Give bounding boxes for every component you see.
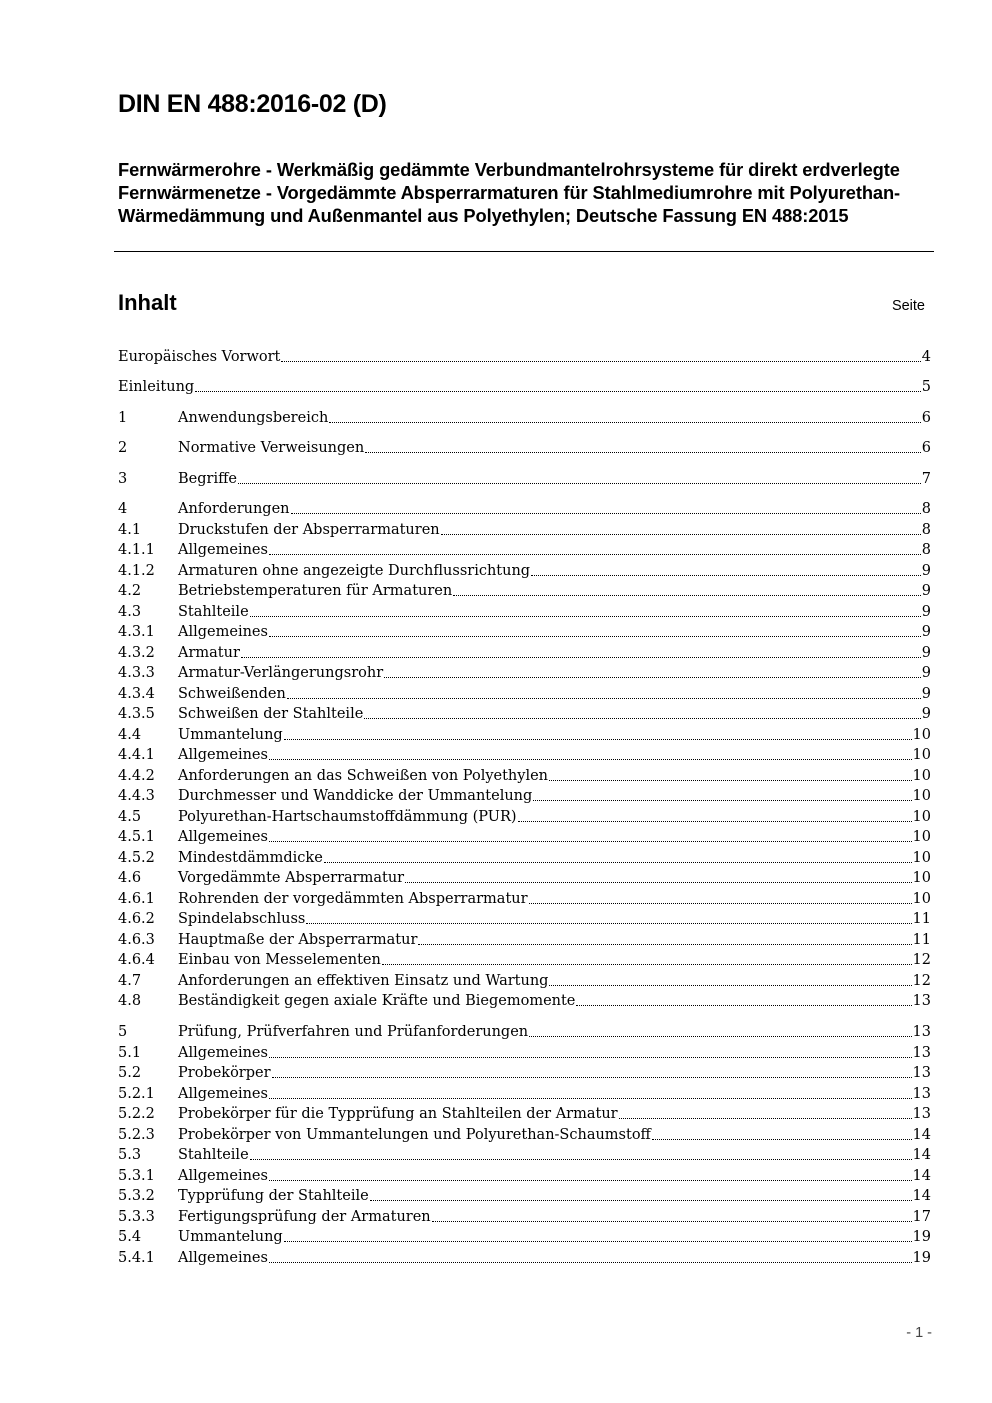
toc-entry-title: Schweißen der Stahlteile <box>178 706 364 722</box>
toc-entry[interactable] <box>118 520 931 541</box>
toc-dot-leader <box>284 1230 912 1242</box>
toc-entry-page: 10 <box>912 747 931 763</box>
toc-dot-leader <box>382 953 912 965</box>
toc-dot-leader <box>269 1169 912 1181</box>
toc-page-label: Seite <box>891 298 925 314</box>
toc-entry[interactable] <box>118 1022 931 1043</box>
toc-dot-leader <box>269 625 921 637</box>
toc-entry-title: Polyurethan-Hartschaumstoffdämmung (PUR) <box>178 809 517 825</box>
toc-entry-page: 9 <box>921 706 931 722</box>
toc-dot-leader <box>272 1066 912 1078</box>
toc-entry-number: 5.4.1 <box>118 1250 155 1266</box>
toc-entry-title: Allgemeines <box>178 1086 268 1102</box>
toc-entry-page: 19 <box>912 1250 931 1266</box>
document-id: DIN EN 488:2016-02 (D) <box>118 90 387 118</box>
toc-entry[interactable] <box>118 1104 931 1125</box>
toc-dot-leader <box>652 1128 912 1140</box>
toc-entry-page: 10 <box>912 829 931 845</box>
toc-entry-page: 8 <box>921 501 931 517</box>
toc-entry[interactable] <box>118 408 931 429</box>
toc-entry-number: 1 <box>118 410 128 426</box>
toc-dot-leader <box>269 748 912 760</box>
toc-entry[interactable] <box>118 786 931 807</box>
toc-entry[interactable] <box>118 622 931 643</box>
toc-dot-leader <box>518 810 912 822</box>
toc-entry-title: Probekörper <box>178 1065 271 1081</box>
toc-dot-leader <box>238 472 921 484</box>
toc-entry[interactable] <box>118 950 931 971</box>
toc-entry-number: 4.1 <box>118 522 142 538</box>
toc-entry-page: 14 <box>912 1168 931 1184</box>
toc-entry-number: 5.2.2 <box>118 1106 155 1122</box>
toc-dot-leader <box>241 646 921 658</box>
toc-entry-page: 13 <box>912 1024 931 1040</box>
toc-entry-page: 14 <box>912 1127 931 1143</box>
toc-dot-leader <box>619 1107 912 1119</box>
toc-entry-title: Ummantelung <box>178 1229 283 1245</box>
toc-dot-leader <box>576 994 911 1006</box>
toc-entry-number: 4.1.2 <box>118 563 155 579</box>
toc-dot-leader <box>533 789 911 801</box>
toc-entry[interactable] <box>118 827 931 848</box>
toc-entry-title: Anforderungen an das Schweißen von Polyethylen <box>178 768 549 784</box>
toc-entry-number: 5.3 <box>118 1147 142 1163</box>
toc-entry-page: 10 <box>912 870 931 886</box>
toc-entry[interactable] <box>118 602 931 623</box>
toc-entry-page: 5 <box>921 379 931 395</box>
toc-entry-title: Armaturen ohne angezeigte Durchflussrichtung <box>178 563 531 579</box>
toc-entry-page: 13 <box>912 1065 931 1081</box>
toc-entry-title: Einleitung <box>118 379 195 395</box>
toc-entry-number: 5.1 <box>118 1045 142 1061</box>
toc-entry[interactable] <box>118 704 931 725</box>
toc-entry-title: Anforderungen an effektiven Einsatz und Wartung <box>178 973 549 989</box>
toc-entry[interactable] <box>118 684 931 705</box>
toc-entry-page: 12 <box>912 973 931 989</box>
toc-entry-page: 8 <box>921 522 931 538</box>
toc-dot-leader <box>284 728 912 740</box>
toc-entry-number: 5 <box>118 1024 128 1040</box>
toc-entry-page: 7 <box>921 471 931 487</box>
toc-dot-leader <box>269 1251 912 1263</box>
toc-entry[interactable] <box>118 889 931 910</box>
toc-entry-title: Einbau von Messelementen <box>178 952 381 968</box>
toc-entry-number: 4.8 <box>118 993 142 1009</box>
toc-entry-number: 4.6 <box>118 870 142 886</box>
toc-entry-title: Rohrenden der vorgedämmten Absperrarmatur <box>178 891 528 907</box>
toc-dot-leader <box>250 605 921 617</box>
toc-entry-title: Probekörper für die Typprüfung an Stahlteilen der Armatur <box>178 1106 618 1122</box>
toc-entry-page: 10 <box>912 788 931 804</box>
toc-dot-leader <box>291 502 921 514</box>
toc-entry[interactable] <box>118 1207 931 1228</box>
toc-entry-title: Anwendungsbereich <box>178 410 329 426</box>
toc-entry-page: 19 <box>912 1229 931 1245</box>
toc-dot-leader <box>549 974 911 986</box>
toc-entry[interactable] <box>118 991 931 1012</box>
toc-entry-title: Normative Verweisungen <box>178 440 365 456</box>
toc-entry-number: 5.3.3 <box>118 1209 155 1225</box>
toc-dot-leader <box>329 411 920 423</box>
toc-dot-leader <box>269 1046 912 1058</box>
toc-dot-leader <box>529 1025 911 1037</box>
toc-entry-number: 4.6.3 <box>118 932 155 948</box>
toc-entry[interactable] <box>118 581 931 602</box>
toc-entry-page: 10 <box>912 768 931 784</box>
toc-entry-page: 10 <box>912 891 931 907</box>
toc-entry[interactable] <box>118 725 931 746</box>
toc-entry-title: Europäisches Vorwort <box>118 349 281 365</box>
toc-dot-leader <box>405 871 911 883</box>
toc-entry-title: Betriebstemperaturen für Armaturen <box>178 583 453 599</box>
toc-entry-title: Spindelabschluss <box>178 911 306 927</box>
toc-entry[interactable] <box>118 930 931 951</box>
toc-dot-leader <box>365 441 921 453</box>
title-divider <box>114 251 934 252</box>
toc-entry[interactable] <box>118 438 931 459</box>
toc-entry-page: 12 <box>912 952 931 968</box>
toc-entry-page: 9 <box>921 686 931 702</box>
toc-entry-page: 9 <box>921 583 931 599</box>
toc-dot-leader <box>195 380 921 392</box>
toc-dot-leader <box>384 666 921 678</box>
toc-entry-title: Allgemeines <box>178 542 268 558</box>
toc-entry-number: 4.3 <box>118 604 142 620</box>
toc-entry[interactable] <box>118 1186 931 1207</box>
toc-entry-page: 9 <box>921 563 931 579</box>
toc-entry-page: 8 <box>921 542 931 558</box>
toc-entry-title: Durchmesser und Wanddicke der Ummantelung <box>178 788 533 804</box>
toc-entry[interactable] <box>118 469 931 490</box>
toc-entry[interactable] <box>118 807 931 828</box>
toc-entry-number: 4.5 <box>118 809 142 825</box>
toc-entry-number: 5.2.3 <box>118 1127 155 1143</box>
toc-entry-page: 9 <box>921 624 931 640</box>
toc-entry-page: 11 <box>912 911 931 927</box>
toc-entry[interactable] <box>118 1063 931 1084</box>
toc-entry-title: Allgemeines <box>178 829 268 845</box>
toc-entry-title: Probekörper von Ummantelungen und Polyurethan-Schaumstoff <box>178 1127 651 1143</box>
toc-entry[interactable] <box>118 540 931 561</box>
toc-entry-title: Armatur <box>178 645 240 661</box>
toc-entry[interactable] <box>118 663 931 684</box>
toc-entry[interactable] <box>118 1248 931 1269</box>
toc-entry-number: 4 <box>118 501 128 517</box>
toc-dot-leader <box>370 1189 912 1201</box>
toc-entry-number: 4.1.1 <box>118 542 155 558</box>
toc-entry-title: Mindestdämmdicke <box>178 850 323 866</box>
toc-entry-number: 4.2 <box>118 583 142 599</box>
toc-entry[interactable] <box>118 868 931 889</box>
toc-entry[interactable] <box>118 643 931 664</box>
toc-entry-number: 5.2 <box>118 1065 142 1081</box>
toc-dot-leader <box>549 769 912 781</box>
toc-entry-title: Vorgedämmte Absperrarmatur <box>178 870 405 886</box>
toc-entry[interactable] <box>118 1227 931 1248</box>
toc-entry-page: 6 <box>921 410 931 426</box>
toc-dot-leader <box>324 851 912 863</box>
toc-entry-page: 6 <box>921 440 931 456</box>
toc-dot-leader <box>364 707 920 719</box>
toc-entry[interactable] <box>118 499 931 520</box>
toc-entry[interactable] <box>118 1166 931 1187</box>
toc-dot-leader <box>287 687 921 699</box>
toc-dot-leader <box>453 584 921 596</box>
toc-entry[interactable] <box>118 1125 931 1146</box>
toc-dot-leader <box>531 564 921 576</box>
toc-entry-number: 4.3.5 <box>118 706 155 722</box>
document-title: Fernwärmerohre - Werkmäßig gedämmte Verbundmantelrohrsysteme für direkt erdverlegte Fernwärmenetze - Vorgedämmte Absperrarmaturen für Stahlmediumrohre mit Polyurethan-Wärmedämmung und Außenmantel aus Polyethylen; Deutsche Fassung EN 488:2015 <box>118 159 901 226</box>
toc-entry-number: 4.4.2 <box>118 768 155 784</box>
toc-entry-title: Druckstufen der Absperrarmaturen <box>178 522 440 538</box>
toc-entry-title: Allgemeines <box>178 747 268 763</box>
toc-entry-title: Allgemeines <box>178 1045 268 1061</box>
toc-entry-number: 4.3.4 <box>118 686 155 702</box>
toc-entry[interactable] <box>118 745 931 766</box>
toc-entry-number: 4.6.4 <box>118 952 155 968</box>
toc-entry-title: Prüfung, Prüfverfahren und Prüfanforderungen <box>178 1024 529 1040</box>
toc-entry-number: 4.5.1 <box>118 829 155 845</box>
toc-entry-page: 13 <box>912 993 931 1009</box>
toc-entry-page: 10 <box>912 809 931 825</box>
toc-dot-leader <box>250 1148 912 1160</box>
toc-entry-title: Hauptmaße der Absperrarmatur <box>178 932 418 948</box>
toc-dot-leader <box>529 892 912 904</box>
toc-entry-title: Anforderungen <box>178 501 290 517</box>
toc-entry-number: 4.6.2 <box>118 911 155 927</box>
toc-entry[interactable] <box>118 1145 931 1166</box>
toc-entry[interactable] <box>118 1084 931 1105</box>
toc-entry-page: 10 <box>912 727 931 743</box>
toc-entry-number: 4.6.1 <box>118 891 155 907</box>
toc-entry-title: Beständigkeit gegen axiale Kräfte und Biegemomente <box>178 993 576 1009</box>
toc-entry-title: Typprüfung der Stahlteile <box>178 1188 369 1204</box>
toc-entry-number: 5.4 <box>118 1229 142 1245</box>
toc-entry[interactable] <box>118 766 931 787</box>
toc-entry-number: 2 <box>118 440 128 456</box>
toc-entry-title: Stahlteile <box>178 604 249 620</box>
toc-entry-page: 9 <box>921 665 931 681</box>
toc-dot-leader <box>269 1087 912 1099</box>
toc-entry-number: 4.4.1 <box>118 747 155 763</box>
toc-entry[interactable] <box>118 347 931 368</box>
toc-entry[interactable] <box>118 909 931 930</box>
toc-entry-title: Allgemeines <box>178 1250 268 1266</box>
toc-dot-leader <box>269 543 921 555</box>
toc-entry-page: 14 <box>912 1147 931 1163</box>
toc-entry-page: 9 <box>921 604 931 620</box>
toc-entry-title: Ummantelung <box>178 727 283 743</box>
toc-entry-page: 9 <box>921 645 931 661</box>
toc-dot-leader <box>432 1210 912 1222</box>
toc-entry-page: 10 <box>912 850 931 866</box>
toc-entry-page: 13 <box>912 1045 931 1061</box>
toc-dot-leader <box>306 912 911 924</box>
toc-entry-number: 4.3.1 <box>118 624 155 640</box>
toc-entry-number: 4.4 <box>118 727 142 743</box>
toc-entry-number: 4.7 <box>118 973 142 989</box>
toc-entry-title: Armatur-Verlängerungsrohr <box>178 665 384 681</box>
toc-entry-title: Allgemeines <box>178 1168 268 1184</box>
toc-entry-number: 5.3.2 <box>118 1188 155 1204</box>
toc-entry[interactable] <box>118 848 931 869</box>
toc-entry-title: Allgemeines <box>178 624 268 640</box>
toc-entry-title: Begriffe <box>178 471 237 487</box>
toc-entry-number: 4.4.3 <box>118 788 155 804</box>
toc-dot-leader <box>281 350 920 362</box>
toc-entry-number: 5.2.1 <box>118 1086 155 1102</box>
toc-heading: Inhalt <box>118 290 177 315</box>
toc-entry-number: 5.3.1 <box>118 1168 155 1184</box>
toc-entry-page: 11 <box>912 932 931 948</box>
toc-entry-page: 13 <box>912 1086 931 1102</box>
toc-entry[interactable] <box>118 971 931 992</box>
toc-entry-page: 14 <box>912 1188 931 1204</box>
toc-entry[interactable] <box>118 1043 931 1064</box>
toc-entry-page: 4 <box>921 349 931 365</box>
page-number: - 1 - <box>906 1325 932 1341</box>
toc-entry-page: 17 <box>912 1209 931 1225</box>
toc-entry-title: Fertigungsprüfung der Armaturen <box>178 1209 431 1225</box>
toc-entry[interactable] <box>118 561 931 582</box>
toc-entry-title: Stahlteile <box>178 1147 249 1163</box>
toc-entry-number: 4.5.2 <box>118 850 155 866</box>
toc-entry-page: 13 <box>912 1106 931 1122</box>
toc-entry-title: Schweißenden <box>178 686 286 702</box>
toc-entry[interactable] <box>118 377 931 398</box>
toc-entry-number: 4.3.3 <box>118 665 155 681</box>
toc-dot-leader <box>269 830 912 842</box>
toc-dot-leader <box>441 523 921 535</box>
toc-dot-leader <box>418 933 911 945</box>
toc-entry-number: 3 <box>118 471 128 487</box>
toc-entry-number: 4.3.2 <box>118 645 155 661</box>
